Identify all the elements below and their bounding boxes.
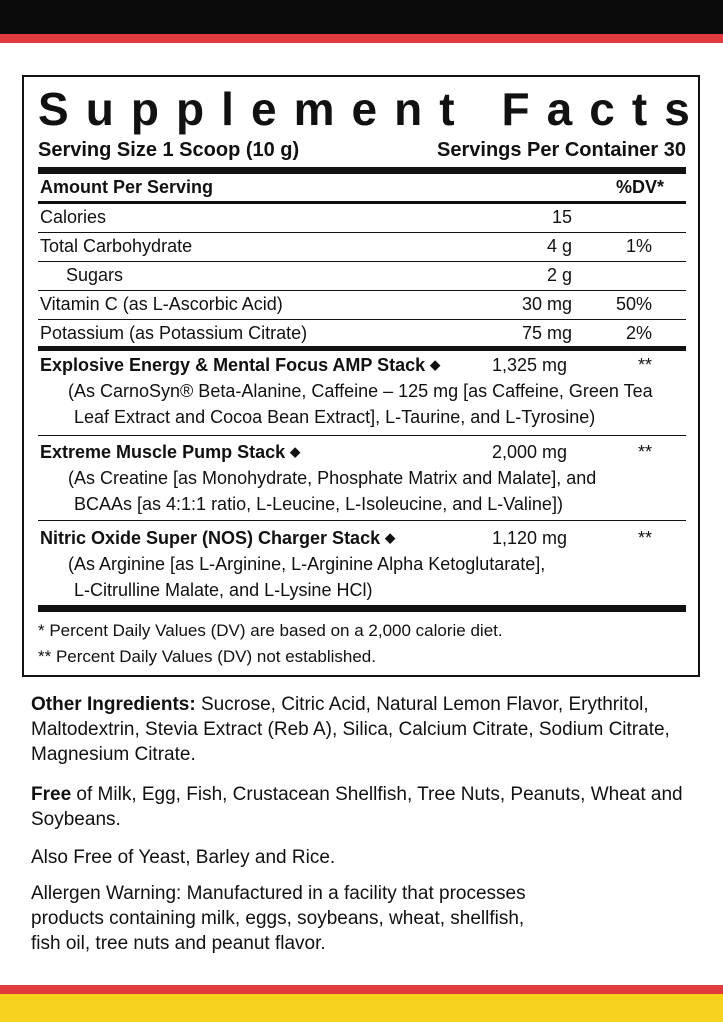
divider [38, 435, 686, 436]
stack-dv: ** [637, 442, 652, 462]
row-label: Sugars [66, 265, 124, 285]
bottom-yellow-band [0, 994, 723, 1022]
row-amount: 15 [551, 207, 572, 227]
diamond-icon: ◆ [290, 444, 301, 459]
other-ingredients-label: Other Ingredients: [31, 694, 196, 715]
table-row [38, 203, 686, 233]
allergen-warning [31, 881, 701, 956]
bottom-rule [38, 605, 686, 612]
stack-dv: ** [637, 355, 652, 375]
other-ingredients [31, 692, 701, 767]
row-dv: 50% [615, 294, 652, 314]
stack-name: Extreme Muscle Pump Stack ◆ [40, 442, 301, 462]
row-dv: 2% [625, 323, 652, 343]
stack-desc-line1: (As Arginine [as L-Arginine, L-Arginine Alpha Ketoglutarate], [68, 554, 546, 574]
footnote-dv: * Percent Daily Values (DV) are based on a 2,000 calorie diet. [38, 621, 503, 640]
allergen-line: Allergen Warning: Manufactured in a facility that processes [31, 883, 526, 904]
facts-title [38, 83, 690, 135]
stack-desc-line2: L-Citrulline Malate, and L-Lysine HCl) [74, 580, 373, 600]
title-letter: n [394, 83, 423, 135]
table-row [38, 319, 686, 348]
allergen-line: fish oil, tree nuts and peanut flavor. [31, 933, 326, 954]
stack-desc-line2: BCAAs [as 4:1:1 ratio, L-Leucine, L-Isoleucine, and L-Valine]) [74, 494, 563, 514]
row-label: Calories [40, 207, 107, 227]
table-row [38, 290, 686, 320]
title-letter: e [250, 83, 277, 135]
title-letter: t [631, 83, 648, 135]
header-dv: %DV* [615, 177, 664, 197]
stack-name: Nitric Oxide Super (NOS) Charger Stack ◆ [40, 528, 396, 548]
free-label: Free [31, 784, 72, 805]
row-amount: 4 g [546, 236, 572, 256]
divider [38, 520, 686, 521]
table-row [38, 232, 686, 262]
free-text: of Milk, Egg, Fish, Crustacean Shellfish, Tree Nuts, Peanuts, Wheat and Soybeans. [31, 784, 683, 830]
serving-info [38, 139, 686, 162]
free-of-statement [31, 782, 701, 832]
table-row [38, 261, 686, 291]
allergen-line: products containing milk, eggs, soybeans, wheat, shellfish, [31, 908, 525, 929]
row-dv: 1% [625, 236, 652, 256]
row-amount: 2 g [546, 265, 572, 285]
header-amount: Amount Per Serving [40, 177, 214, 197]
title-letter: F [501, 83, 530, 135]
row-label: Potassium (as Potassium Citrate) [40, 323, 308, 343]
row-label: Vitamin C (as L-Ascorbic Acid) [40, 294, 283, 314]
title-letter: u [85, 83, 114, 135]
title-letter: c [589, 83, 615, 135]
title-letter: p [176, 83, 205, 135]
stack-amount: 1,325 mg [492, 355, 568, 375]
title-letter: S [38, 83, 69, 135]
row-amount: 75 mg [521, 323, 572, 343]
row-label: Total Carbohydrate [40, 236, 193, 256]
stack-desc-line2: Leaf Extract and Cocoa Bean Extract], L-Taurine, and L-Tyrosine) [74, 407, 596, 427]
supplement-facts-panel [22, 75, 700, 677]
other-ingredients-text: Sucrose, Citric Acid, Natural Lemon Flavor, Erythritol, Maltodextrin, Stevia Extract (Reb A), Silica, Calcium Citrate, Sodium Citrate, Magnesium Citrate. [31, 694, 670, 765]
servings-per-container: Servings Per Container 30 [437, 139, 686, 161]
title-letter: m [293, 83, 335, 135]
stack-amount: 1,120 mg [492, 528, 568, 548]
title-letter: p [130, 83, 159, 135]
stack-desc-line1: (As Creatine [as Monohydrate, Phosphate Matrix and Malate], and [68, 468, 597, 488]
title-letter: a [546, 83, 573, 135]
stack-desc-line1: (As CarnoSyn® Beta-Alanine, Caffeine – 125 mg [as Caffeine, Green Tea [68, 381, 653, 401]
header-row [38, 174, 686, 204]
stack-dv: ** [637, 528, 652, 548]
diamond-icon: ◆ [385, 530, 396, 545]
title-letter: s [664, 83, 690, 135]
title-letter: l [221, 83, 234, 135]
bottom-red-band [0, 985, 723, 994]
mid-rule [38, 346, 686, 351]
footnote-not-established: ** Percent Daily Values (DV) not established. [38, 647, 376, 666]
title-letter: e [351, 83, 378, 135]
row-amount: 30 mg [521, 294, 572, 314]
title-letter [472, 83, 485, 135]
serving-size: Serving Size 1 Scoop (10 g) [38, 139, 300, 161]
diamond-icon: ◆ [430, 357, 441, 372]
stack-amount: 2,000 mg [492, 442, 568, 462]
top-red-band [0, 34, 723, 43]
stack-name: Explosive Energy & Mental Focus AMP Stack ◆ [40, 355, 441, 375]
top-black-band [0, 0, 723, 34]
also-free-statement: Also Free of Yeast, Barley and Rice. [31, 847, 336, 868]
title-letter: t [439, 83, 455, 135]
top-rule [38, 167, 686, 174]
